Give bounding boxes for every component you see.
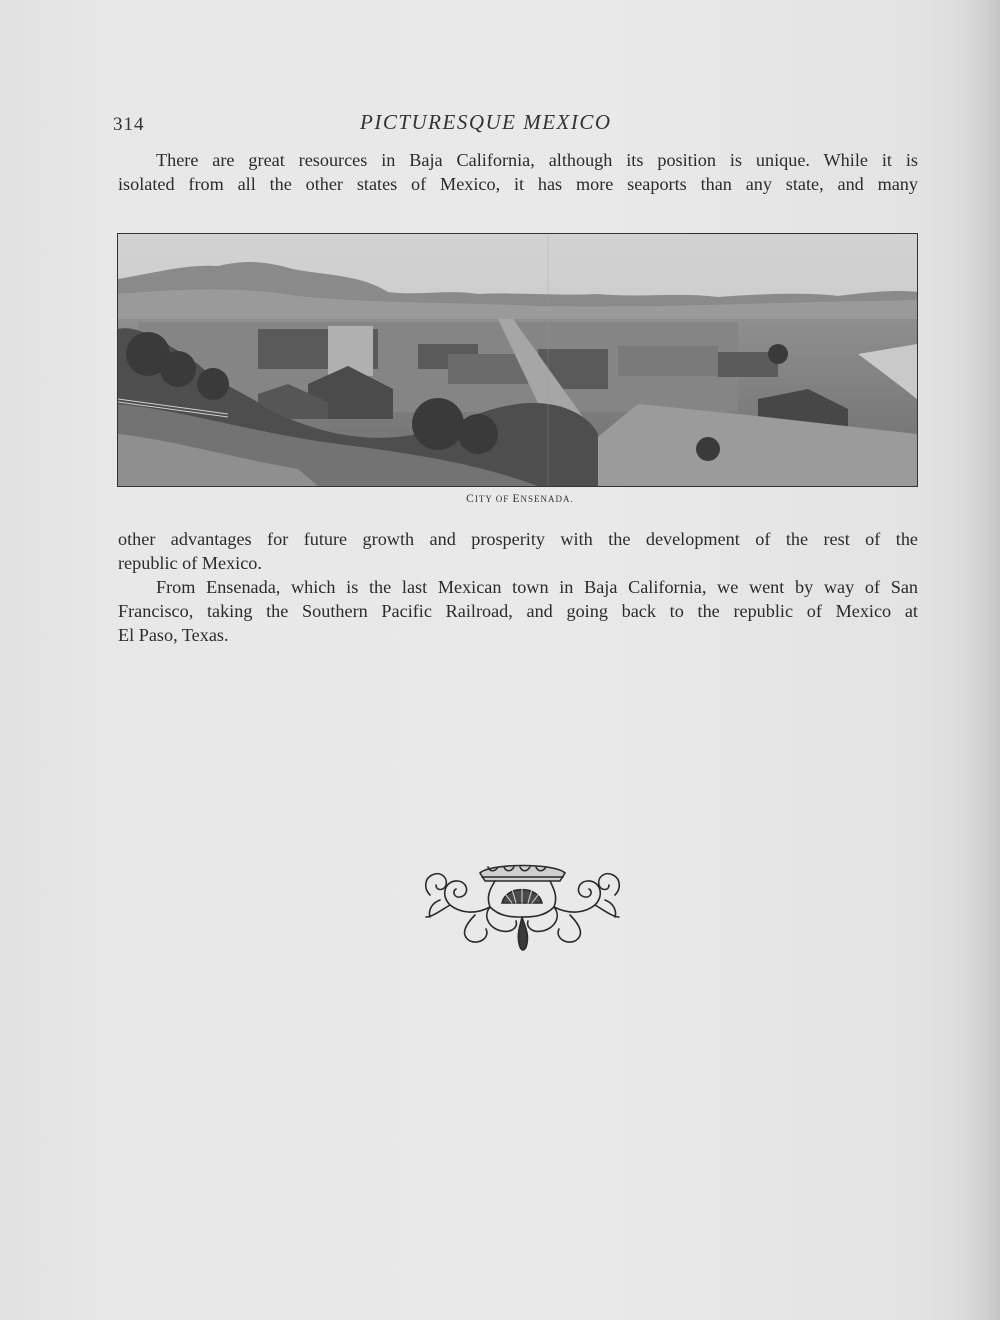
caption-ity: ITY OF: [474, 494, 513, 504]
page-edge-shadow: [962, 0, 1000, 1320]
paragraph-line: isolated from all the other states of Mexico, it has more seaports than any state, and many: [118, 174, 918, 194]
paragraph-line: There are great resources in Baja California, although its position is unique. While it is: [156, 150, 918, 170]
paragraph-line: other advantages for future growth and prosperity with the development of the rest of the: [118, 529, 918, 549]
paragraph-line: Francisco, taking the Southern Pacific Railroad, and going back to the republic of Mexico at: [118, 601, 918, 621]
ensenada-panorama-image: [118, 234, 917, 486]
caption-nsenada: NSENADA.: [520, 494, 574, 504]
shell-scroll-ornament-icon: [420, 855, 625, 960]
paragraph-line: From Ensenada, which is the last Mexican town in Baja California, we went by way of San: [156, 577, 918, 597]
paragraph-line: republic of Mexico.: [118, 553, 262, 573]
caption-c: C: [466, 493, 475, 505]
ensenada-photograph: [117, 233, 918, 487]
photo-caption: [380, 493, 660, 505]
page-number: 314: [113, 114, 145, 135]
running-head: PICTURESQUE MEXICO: [360, 110, 612, 134]
caption-e: E: [512, 493, 521, 505]
paragraph-line: El Paso, Texas.: [118, 625, 229, 645]
